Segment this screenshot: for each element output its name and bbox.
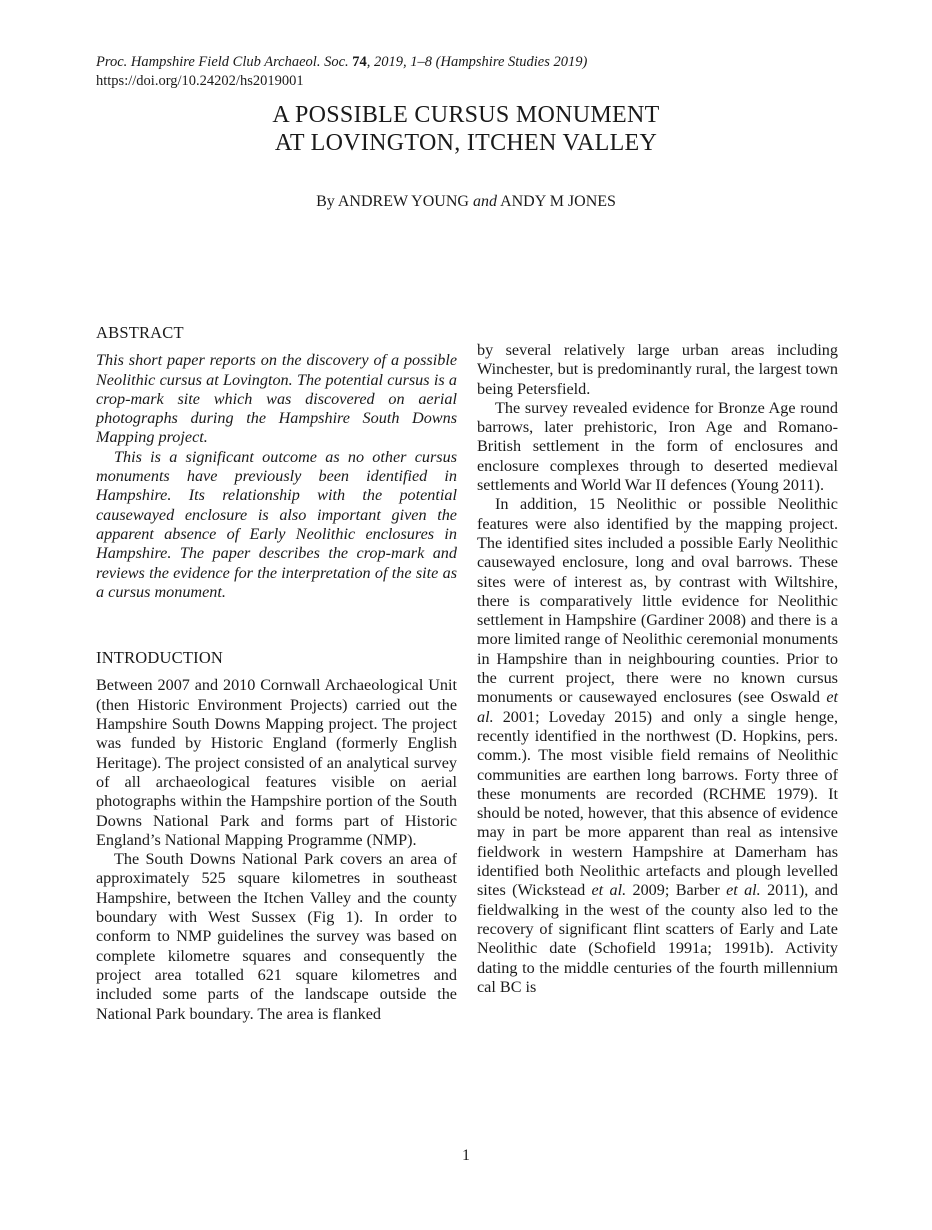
paper-title: A POSSIBLE CURSUS MONUMENT AT LOVINGTON, ITCHEN VALLEY [272, 102, 660, 156]
doi-link[interactable]: https://doi.org/10.24202/hs2019001 [96, 73, 304, 89]
body-paragraph: The South Downs National Park covers an area of approximately 525 square kilometres in southeast Hampshire, between the Itchen Valley and the county boundary with West Sussex (Fig 1). In order to conform to NMP guidelines the survey was based on complete kilometre squares and consequently the project area totalled 621 square kilometres and included some parts of the landscape outside the National Park boundary. The area is flanked [96, 850, 457, 1023]
volume-number: 74 [352, 54, 367, 70]
body-paragraph: Between 2007 and 2010 Cornwall Archaeological Unit (then Historic Environment Projects) carried out the Hampshire South Downs Mapping project. The project was funded by Historic England (formerly English Heritage). The project consisted of an analytical survey of all archaeological features visible on aerial photographs within the Hampshire portion of the South Downs National Park and forms part of Historic England’s National Mapping Programme (NMP). [96, 676, 457, 849]
right-column [477, 341, 838, 997]
introduction-heading: INTRODUCTION [96, 648, 224, 668]
body-paragraph: The survey revealed evidence for Bronze Age round barrows, later prehistoric, Iron Age and Romano-British settlement in the form of enclosures and enclosure complexes through to deserted medieval settlements and World War II defences (Young 2011). [477, 398, 838, 495]
abstract-section [96, 323, 457, 602]
body-paragraph: In addition, 15 Neolithic or possible Neolithic features were also identified by the mapping project. The identified sites included a possible Early Neolithic causewayed enclosure, long and oval barrows. These sites were of interest as, by contrast with Wiltshire, there is comparatively little evidence for Neolithic settlement in Hampshire (Gardiner 2008) and there is a more limited range of Neolithic ceremonial monuments in Hampshire than in neighbouring counties. Prior to the current project, there were no known cursus monuments or causewayed enclosures (see Oswald et al. 2001; Loveday 2015) and only a single henge, recently identified in the northwest (D. Hopkins, pers. comm.). The most visible field remains of Neolithic communities are earthen long barrows. Forty three of these monuments are recorded (RCHME 1979). It should be noted, however, that this absence of evidence may in part be more apparent than real as intensive fieldwork in western Hampshire at Damerham has identified both Neolithic artefacts and plough levelled sites (Wickstead et al. 2009; Barber et al. 2011), and fieldwalking in the west of the county also led to the recovery of significant flint scatters of Early and Late Neolithic date (Schofield 1991a; 1991b). Activity dating to the middle centuries of the fourth millennium cal BC is [477, 495, 838, 996]
abstract-paragraph: This short paper reports on the discovery of a possible Neolithic cursus at Lovington. The potential cursus is a crop-mark site which was discovered on aerial photographs during the Hampshire South Downs Mapping project. [96, 351, 457, 447]
journal-header [96, 53, 587, 91]
abstract-heading: ABSTRACT [96, 323, 184, 342]
abstract-paragraph: This is a significant outcome as no other cursus monuments have previously been identified in Hampshire. Its relationship with the potential causewayed enclosure is also important given the apparent absence of Early Neolithic enclosures in Hampshire. The paper describes the crop-mark and reviews the evidence for the interpretation of the site as a cursus monument. [96, 447, 457, 601]
page-number: 1 [462, 1147, 470, 1164]
introduction-section [96, 648, 457, 1024]
body-paragraph: by several relatively large urban areas including Winchester, but is predominantly rural, the largest town being Petersfield. [477, 341, 838, 398]
journal-citation: Proc. Hampshire Field Club Archaeol. Soc. 74, 2019, 1–8 (Hampshire Studies 2019) [96, 54, 588, 70]
author-byline: By ANDREW YOUNG and ANDY M JONES [316, 193, 616, 210]
left-column [96, 323, 457, 1024]
